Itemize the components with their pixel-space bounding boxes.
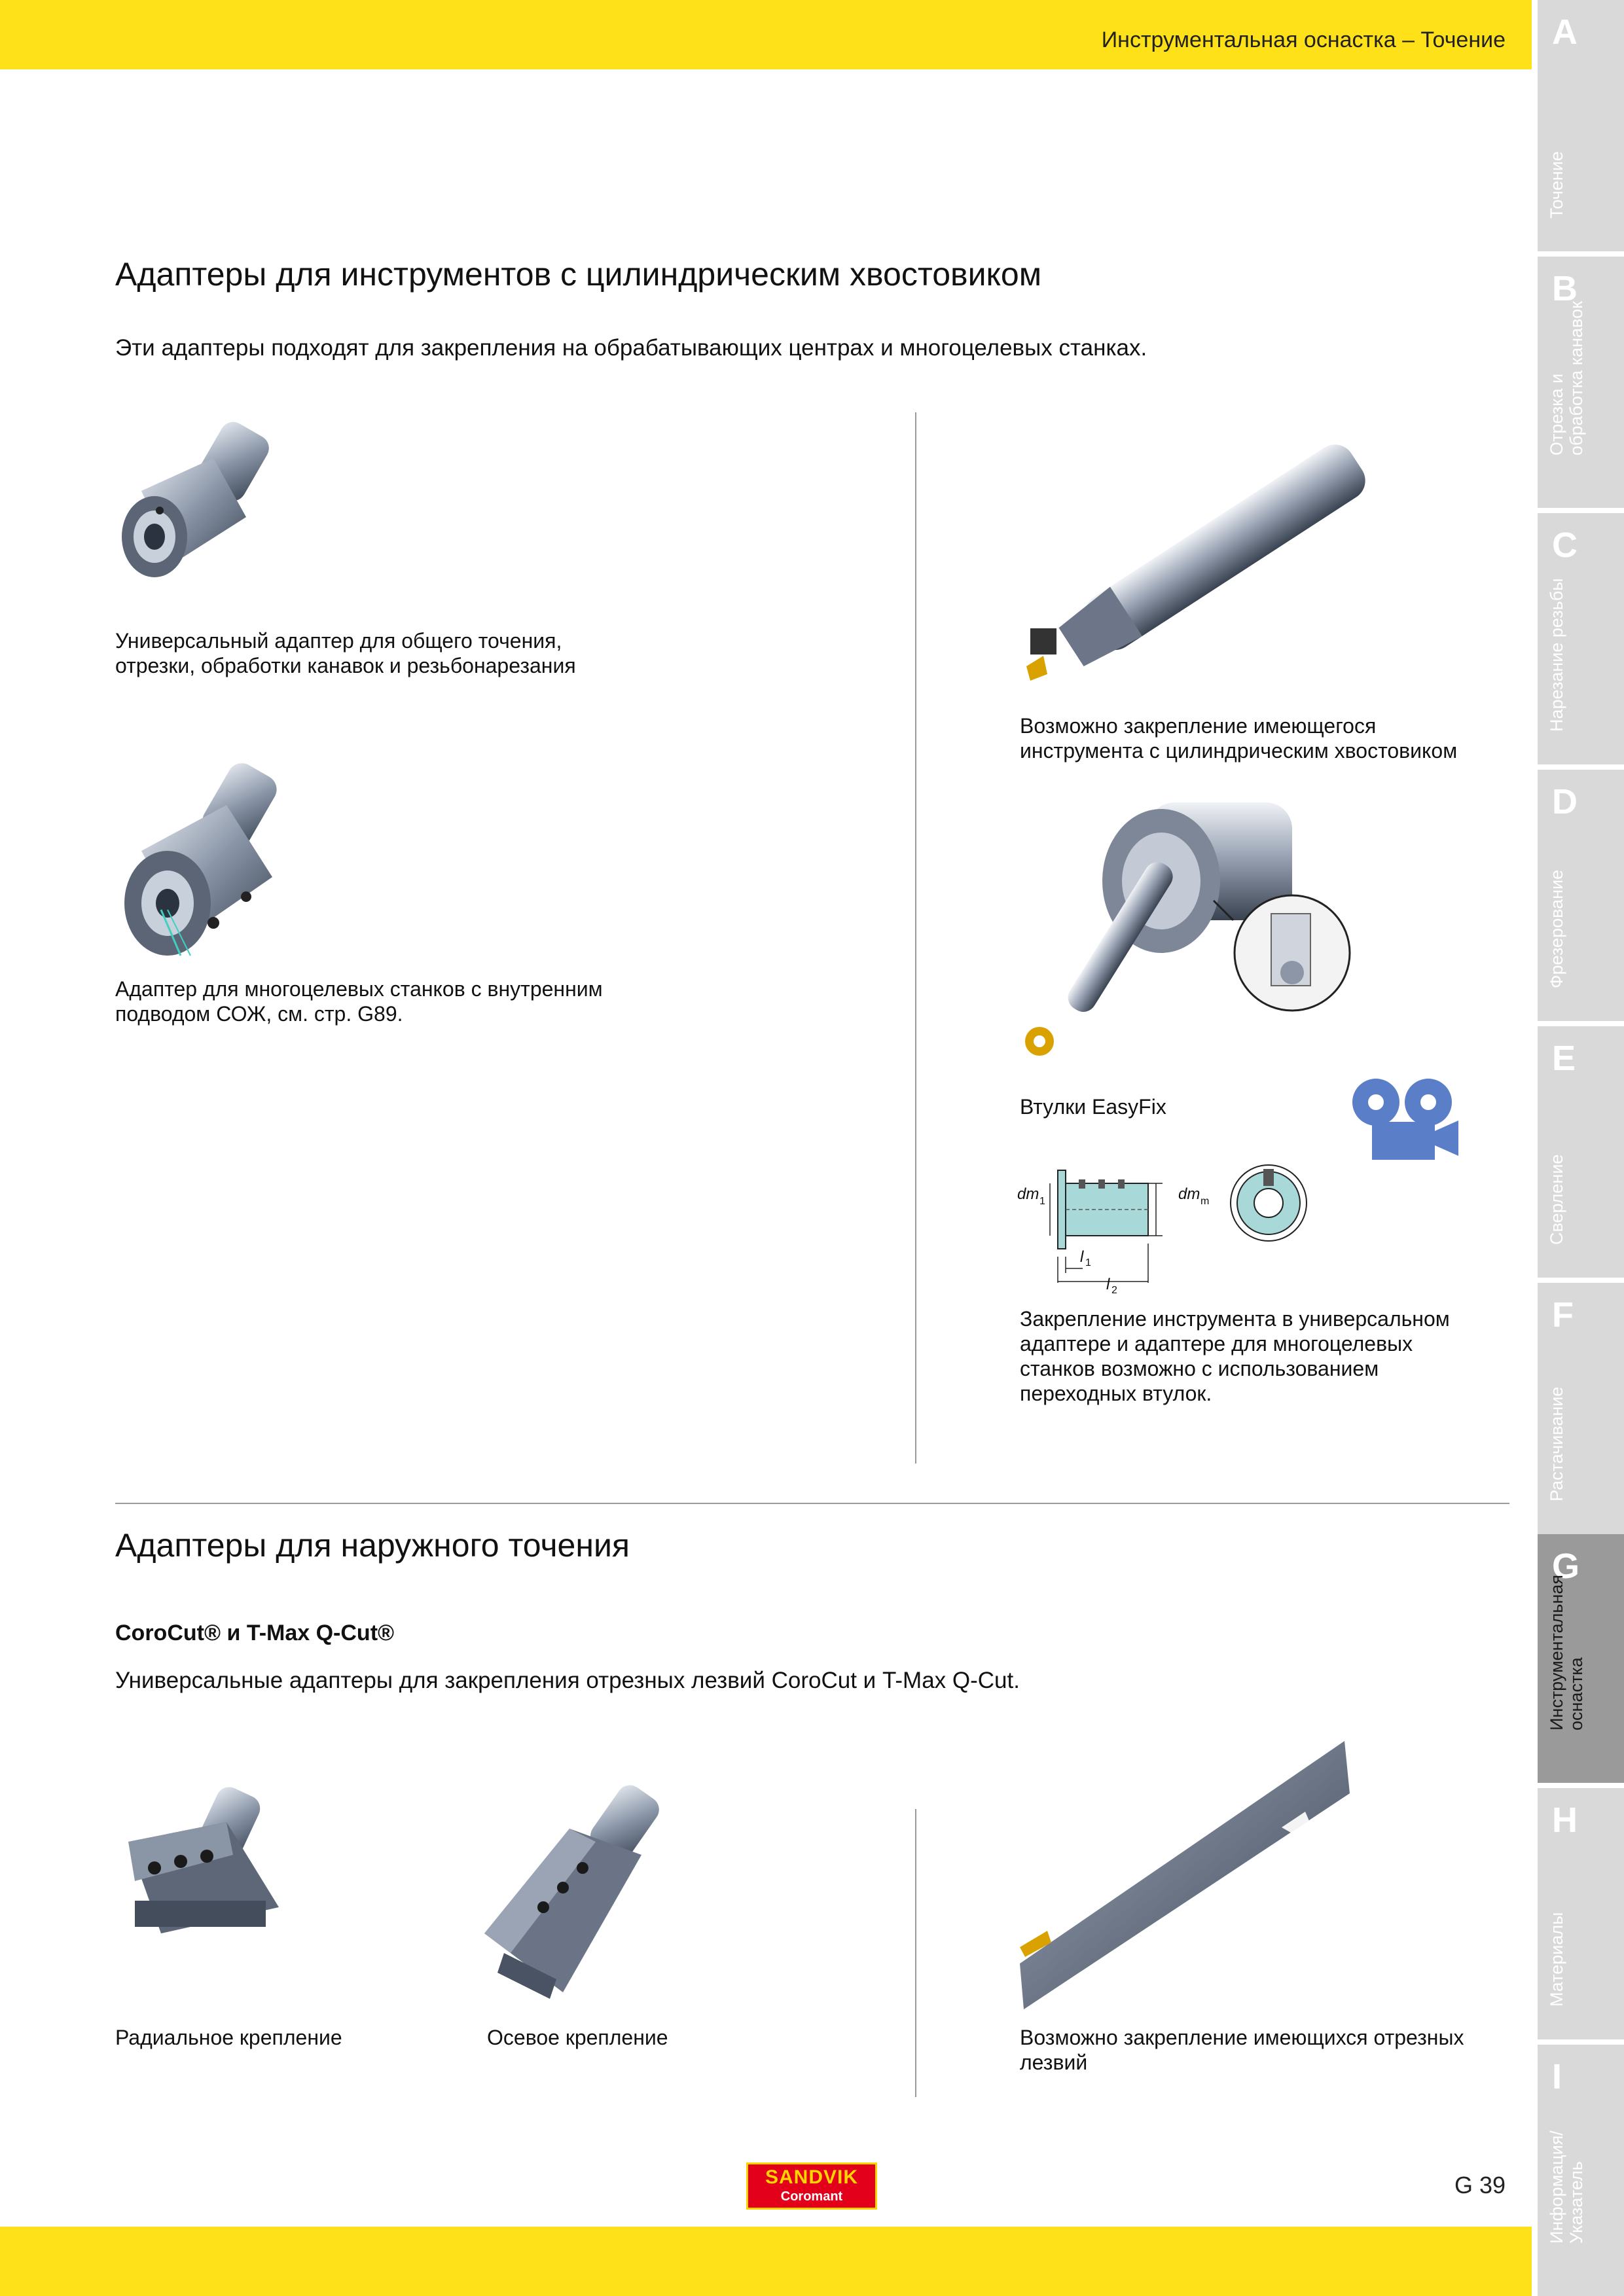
l1-label: l [1080,1248,1084,1266]
l2-label: l [1106,1276,1110,1293]
tab-label: Точение [1547,151,1566,219]
multitask-adapter-image [115,759,312,975]
video-icon[interactable] [1350,1075,1461,1166]
tab-letter: F [1552,1295,1574,1335]
tab-label: Инструментальная оснастка [1547,1574,1586,1731]
axial-adapter-image [471,1783,687,2005]
section-divider [115,1503,1509,1504]
page-number: G 39 [1454,2172,1506,2198]
tab-h[interactable] [1538,1788,1624,2039]
universal-adapter-image [115,412,285,596]
tab-g[interactable] [1538,1534,1624,1783]
tab-label: Материалы [1547,1912,1566,2007]
tab-label: Сверление [1547,1154,1566,1245]
dm1-label: dm [1017,1185,1039,1203]
tab-letter: D [1552,782,1578,821]
boring-bar-image [1017,412,1371,707]
tab-letter: B [1552,269,1578,308]
l2-sub: 2 [1111,1285,1117,1296]
tab-letter: E [1552,1039,1576,1078]
tab-c[interactable] [1538,513,1624,764]
caption-multitask-adapter: Адаптер для многоцелевых станков с внутренним подводом СОЖ, см. стр. G89. [115,977,603,1026]
caption-blades: Возможно закрепление имеющихся отрезных лезвий [1020,2026,1464,2074]
radial-adapter-image [109,1783,285,1953]
tab-letter: G [1552,1547,1580,1586]
tab-label: Нарезание резьбы [1547,578,1566,732]
caption-radial: Радиальное крепление [115,2026,342,2049]
section1-title: Адаптеры для инструментов с цилиндрическим хвостовиком [115,256,1042,293]
caption-axial: Осевое крепление [487,2026,668,2049]
tab-e[interactable] [1538,1026,1624,1278]
section2-subtitle: CoroCut® и T-Max Q-Cut® [115,1621,395,1645]
tab-b[interactable] [1538,257,1624,508]
tab-letter: I [1552,2057,1562,2096]
section2-title: Адаптеры для наружного точения [115,1527,630,1564]
easyfix-label: Втулки EasyFix [1020,1095,1166,1119]
l1-sub: 1 [1085,1257,1091,1268]
caption-boring-bar: Возможно закрепление имеющегося инструмента с цилиндрическим хвостовиком [1020,714,1458,762]
caption-sleeves: Закрепление инструмента в универсальном адаптере и адаптере для многоцелевых станков возможно с использованием переходных втулок. [1020,1307,1450,1405]
tab-label: Фрезерование [1547,869,1566,988]
column-divider [915,412,916,1463]
tab-a[interactable] [1538,0,1624,251]
dmm-label: dm [1178,1185,1200,1203]
caption-universal-adapter: Универсальный адаптер для общего точения, отрезки, обработки канавок и резьбонарезания [115,629,576,677]
column-divider-2 [915,1809,916,2097]
sleeve-dimension-diagram [1017,1158,1325,1296]
footer-bar [0,2227,1532,2296]
sandvik-coromant-logo [746,2162,877,2210]
tab-letter: A [1552,12,1578,52]
section2-intro: Универсальные адаптеры для закрепления отрезных лезвий CoroCut и T-Max Q-Cut. [115,1668,1020,1693]
header-bar [0,0,1532,69]
dmm-sub: m [1200,1196,1210,1207]
tab-i[interactable] [1538,2045,1624,2296]
tab-letter: C [1552,526,1578,565]
tab-label: Растачивание [1547,1386,1566,1501]
header-title: Инструментальная оснастка – Точение [1101,27,1506,52]
parting-blade-image [1017,1734,1358,2016]
tab-letter: H [1552,1801,1578,1840]
tab-f[interactable] [1538,1283,1624,1534]
logo-text-bottom: Coromant [780,2189,843,2204]
tab-label: Информация/ Указатель [1547,2130,1586,2244]
tab-d[interactable] [1538,770,1624,1021]
dm1-sub: 1 [1039,1196,1045,1207]
tab-label: Отрезка и обработка канавок [1547,301,1586,456]
easyfix-sleeve-image [1017,783,1403,1066]
logo-text-top: SANDVIK [765,2166,858,2188]
section-tabs [1538,0,1624,2296]
section1-intro: Эти адаптеры подходят для закрепления на обрабатывающих центрах и многоцелевых станках. [115,335,1147,361]
